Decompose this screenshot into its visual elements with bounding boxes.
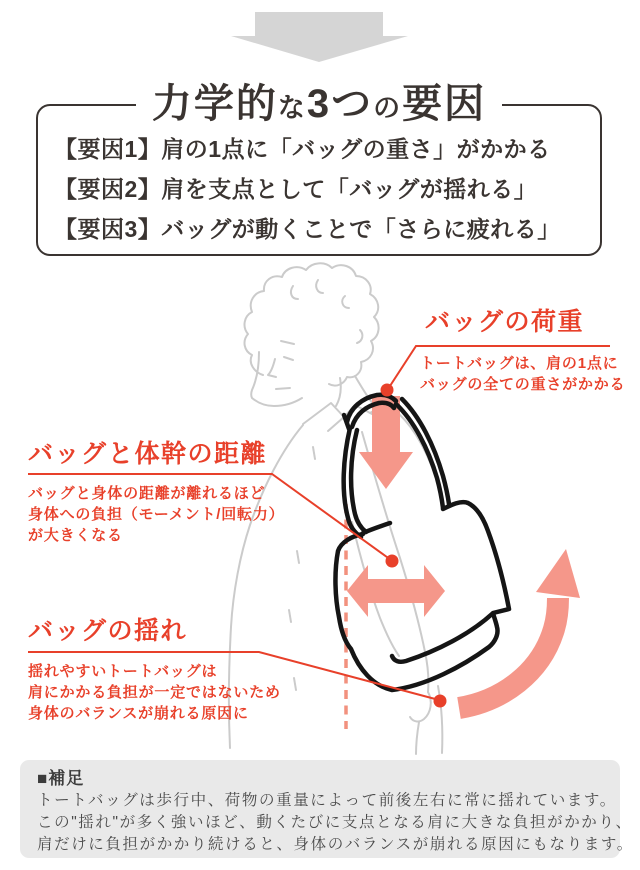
factors-box: [36, 82, 602, 256]
distance-point-dot: [386, 555, 399, 568]
factor-item-1: 【要因1】肩の1点に「バッグの重さ」がかかる: [54, 135, 551, 162]
note-title: ■補足: [37, 769, 85, 788]
load-annotation-line: トートバッグは、肩の1点に: [420, 355, 619, 372]
force-arrows: [347, 396, 580, 708]
sway-horizontal-arrow-icon: [347, 565, 445, 617]
note-line: この"揺れ"が多く強いほど、動くたびに支点となる肩に大きな負担がかかり、: [37, 814, 633, 831]
distance-annotation-line: 身体への負担（モーメント/回転力）: [28, 506, 285, 523]
annotation-dots: [381, 384, 447, 708]
distance-annotation-line: バッグと身体の距離が離れるほど: [28, 485, 266, 502]
note-line: トートバッグは歩行中、荷物の重量によって前後左右に常に揺れています。: [37, 792, 617, 809]
load-annotation-line: バッグの全ての重さがかかる: [420, 376, 626, 393]
title-part: の: [373, 93, 403, 123]
swing-annotation-line: 身体のバランスが崩れる原因に: [28, 705, 249, 722]
load-annotation-title: バッグの荷重: [425, 308, 585, 336]
distance-annotation-body: [28, 483, 284, 546]
title-part: 3つ: [306, 82, 374, 126]
distance-annotation: [28, 439, 267, 469]
load-annotation-body: [420, 353, 625, 395]
swing-curved-arrow-icon: [459, 549, 580, 708]
swing-annotation-body: [28, 661, 281, 724]
swing-point-dot: [434, 695, 447, 708]
factors-box-title: [38, 78, 600, 134]
distance-annotation-line: が大きくなる: [28, 527, 123, 544]
factor-item-3: 【要因3】バッグが動くことで「さらに疲れる」: [54, 215, 561, 242]
factor-item-2: 【要因2】肩を支点として「バッグが揺れる」: [54, 175, 538, 202]
down-arrow-gray-icon: [231, 12, 408, 62]
swing-annotation-line: 肩にかかる負担が一定ではないため: [28, 684, 281, 701]
swing-annotation: [28, 616, 187, 646]
load-down-arrow-icon: [359, 396, 413, 489]
note-box: [20, 760, 634, 858]
swing-annotation-line: 揺れやすいトートバッグは: [28, 663, 218, 680]
note-line: 肩だけに負担がかかり続けると、身体のバランスが崩れる原因にもなります。: [37, 836, 634, 853]
distance-annotation-title: バッグと体幹の距離: [28, 440, 268, 468]
title-part: 力学的: [151, 82, 278, 126]
load-annotation: [425, 307, 584, 337]
title-part: 要因: [402, 82, 487, 126]
title-part: な: [277, 93, 307, 123]
swing-annotation-title: バッグの揺れ: [28, 617, 188, 645]
tote-bag-sketch: [335, 395, 509, 690]
load-point-dot: [381, 384, 394, 397]
